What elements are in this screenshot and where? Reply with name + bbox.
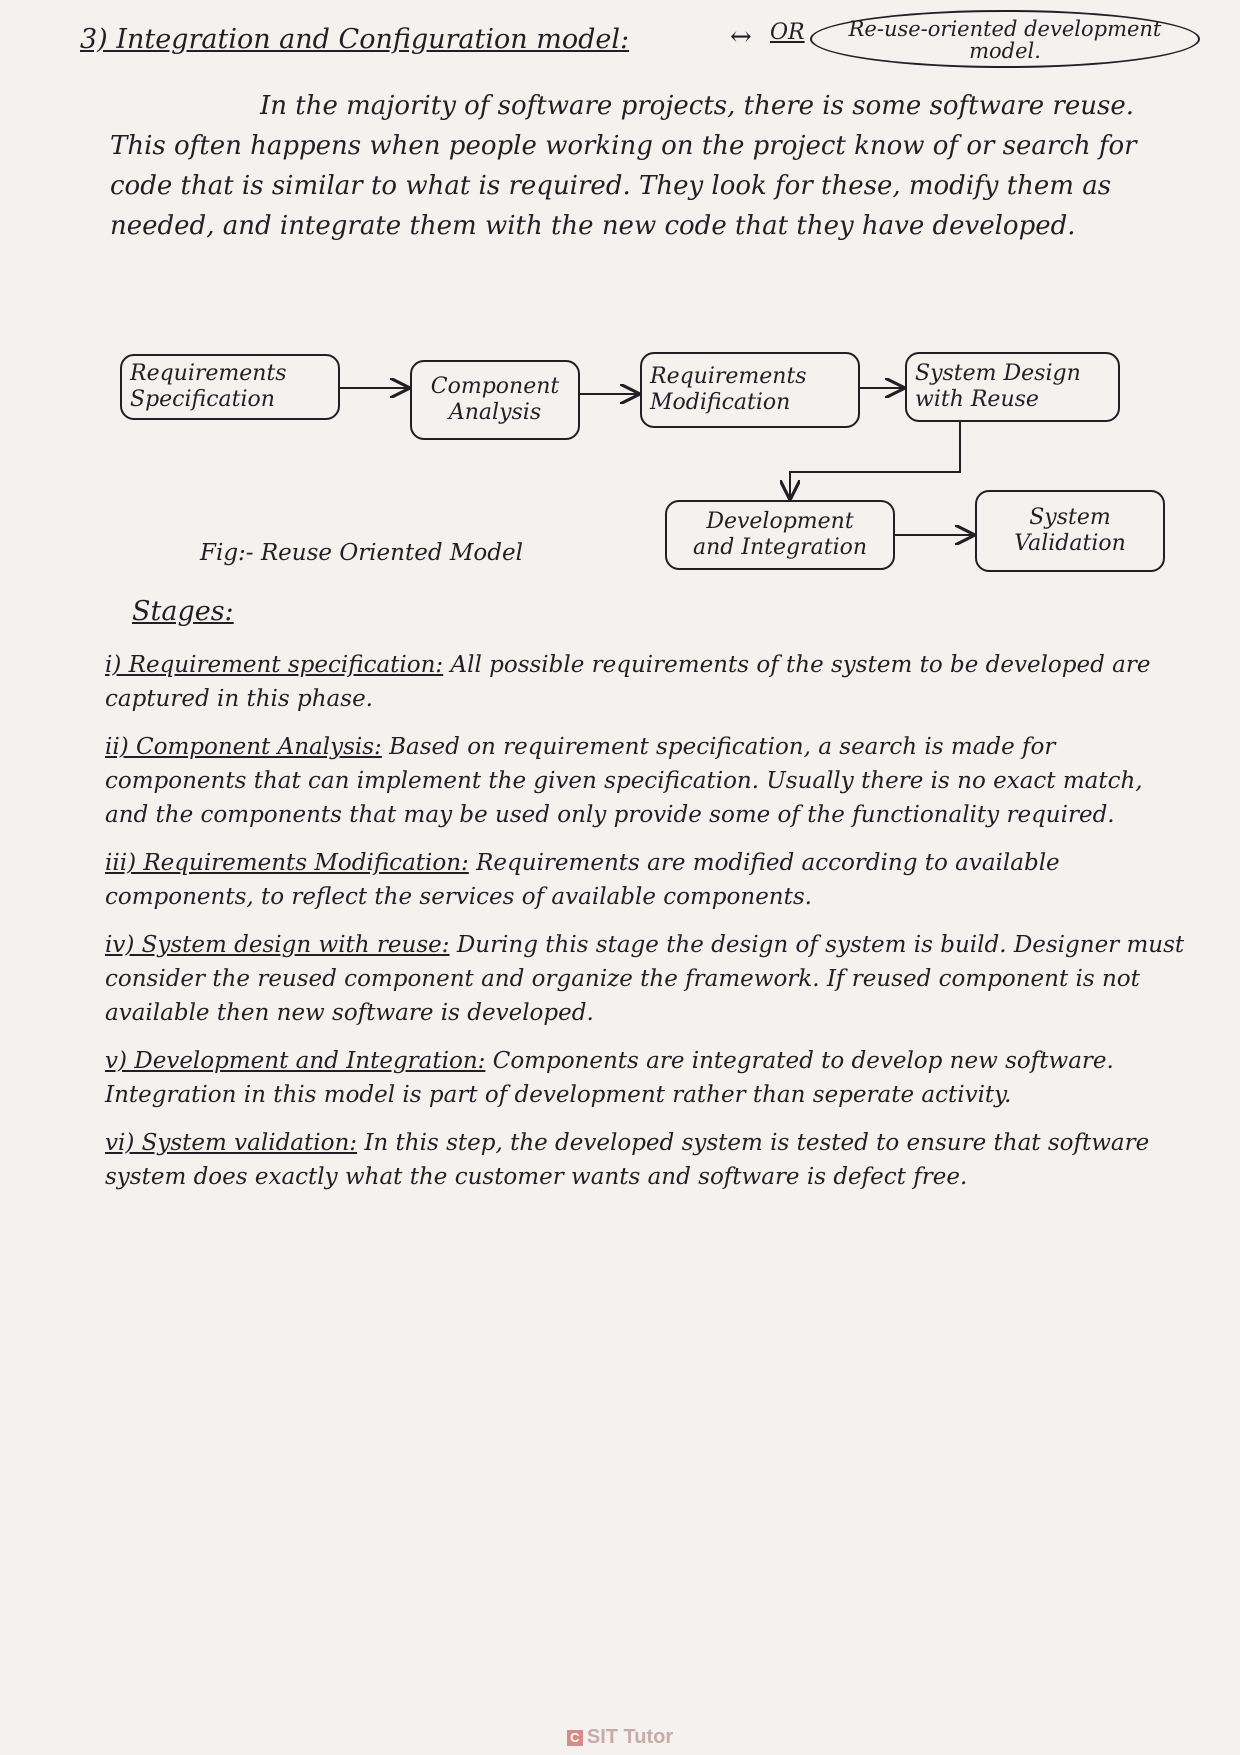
watermark-brand [0, 1726, 1240, 1749]
box-label: System Design [915, 361, 1081, 386]
stage-title: ii) Component Analysis: [105, 734, 382, 760]
box-label: System [1029, 505, 1111, 530]
or-label: OR [770, 20, 805, 45]
stages-heading: Stages: [132, 596, 234, 627]
section-title: 3) Integration and Configuration model: [80, 24, 630, 55]
stages-list [105, 648, 1190, 1208]
brand-name: SIT Tutor [586, 1726, 674, 1748]
box-system-validation [975, 490, 1165, 572]
box-label: and Integration [692, 535, 868, 560]
figure-caption: Fig:- Reuse Oriented Model [200, 540, 523, 566]
box-label: Validation [1014, 531, 1126, 556]
alternate-name-line2: model. [969, 39, 1041, 63]
box-label: Development [706, 509, 854, 534]
stage-item [105, 648, 1190, 716]
stage-title: v) Development and Integration: [105, 1048, 486, 1074]
brand-logo-icon: C [567, 1730, 583, 1746]
stage-body: Based on requirement specification, a search is made for components that can implement the given specification. Usually there is no exact match, and the components that may be used only provide some of the functionality required. [105, 734, 1143, 828]
alternate-name-oval [810, 10, 1200, 68]
reuse-model-diagram [0, 340, 1240, 590]
stage-body: In this step, the developed system is tested to ensure that software system does exactly what the customer wants and software is defect free. [105, 1130, 1150, 1190]
double-arrow-icon: ↔ [730, 22, 752, 52]
box-label: Requirements [130, 361, 287, 386]
box-requirements-specification [120, 354, 340, 420]
intro-paragraph [110, 86, 1170, 246]
box-label: Analysis [448, 400, 542, 425]
alternate-name-line1: Re-use-oriented development [848, 17, 1162, 41]
stage-title: iii) Requirements Modification: [105, 850, 469, 876]
box-label: Specification [130, 387, 275, 412]
arrow-sys-to-dev [790, 422, 960, 498]
box-label: Modification [650, 390, 791, 415]
stage-body: During this stage the design of system is build. Designer must consider the reused component and organize the framework. If reused component is not available then new software is developed. [105, 932, 1185, 1026]
stage-item [105, 1044, 1190, 1112]
box-development-and-integration [665, 500, 895, 570]
stage-body: Components are integrated to develop new software. Integration in this model is part of development rather than seperate activity. [105, 1048, 1114, 1108]
stage-item [105, 928, 1190, 1030]
stage-title: i) Requirement specification: [105, 652, 444, 678]
box-system-design-with-reuse [905, 352, 1120, 422]
stage-item [105, 730, 1190, 832]
stage-title: vi) System validation: [105, 1130, 358, 1156]
box-label: Requirements [650, 364, 807, 389]
box-label: Component [430, 374, 560, 399]
stage-item [105, 1126, 1190, 1194]
box-requirements-modification [640, 352, 860, 428]
stage-title: iv) System design with reuse: [105, 932, 450, 958]
stage-item [105, 846, 1190, 914]
stage-body: Requirements are modified according to available components, to reflect the services of available components. [105, 850, 1060, 910]
box-label: with Reuse [915, 387, 1039, 412]
intro-text: In the majority of software projects, there is some software reuse. This often happens when people working on the project know of or search for code that is similar to what is required. They look for these, modify them as needed, and integrate them with the new code that they have developed. [110, 91, 1137, 241]
stage-body: All possible requirements of the system to be developed are captured in this phase. [105, 652, 1151, 712]
heading-row [80, 16, 1200, 76]
box-component-analysis [410, 360, 580, 440]
